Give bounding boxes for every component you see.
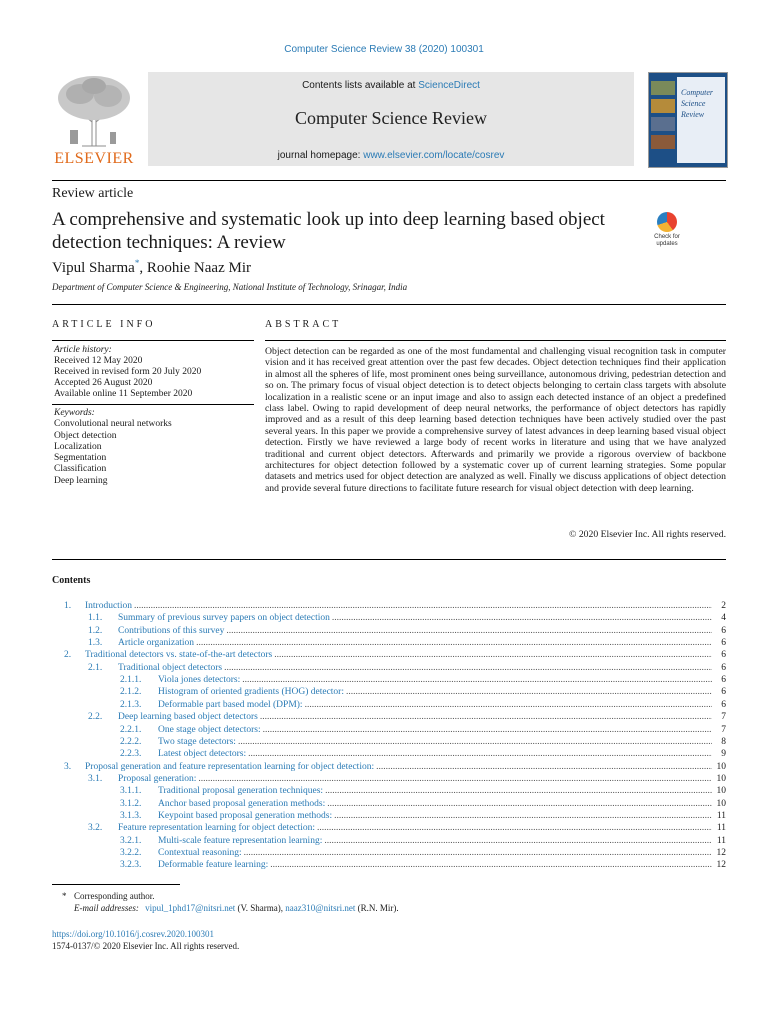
affiliation: Department of Computer Science & Engineering, National Institute of Technology, Srinagar, India xyxy=(52,282,408,292)
issn-copyright: 1574-0137/© 2020 Elsevier Inc. All rights reserved. xyxy=(52,941,240,951)
history-item: Received in revised form 20 July 2020 xyxy=(54,367,202,377)
toc-leader xyxy=(196,637,712,649)
toc-title[interactable]: Deep learning based object detectors xyxy=(118,712,258,723)
toc-number: 3.1. xyxy=(88,773,103,784)
toc-leader xyxy=(270,859,712,871)
toc-page-number: 2 xyxy=(721,601,726,611)
article-info-heading: ARTICLE INFO xyxy=(52,319,156,330)
toc-page-number: 10 xyxy=(716,798,726,809)
email-addresses xyxy=(52,902,726,914)
toc-number: 2.2.3. xyxy=(120,749,142,760)
section-rule xyxy=(52,304,726,305)
toc-number: 2.1.1. xyxy=(120,675,142,686)
toc-title[interactable]: Introduction xyxy=(85,601,132,611)
toc-number: 3. xyxy=(64,761,72,772)
toc-number: 1.3. xyxy=(88,638,103,649)
toc-page-number: 6 xyxy=(721,638,726,649)
toc-entry[interactable] xyxy=(52,822,726,834)
header-rule xyxy=(52,180,726,181)
toc-leader xyxy=(376,761,712,773)
email-label: E-mail addresses: xyxy=(74,903,139,913)
article-history xyxy=(54,345,254,400)
contents-availability xyxy=(148,80,634,91)
toc-leader xyxy=(334,810,712,822)
toc-page-number: 11 xyxy=(716,823,726,834)
paper-title: A comprehensive and systematic look up into deep learning based object detection techniques: A review xyxy=(52,209,605,253)
author-list xyxy=(52,258,251,277)
toc-entry[interactable] xyxy=(52,761,726,773)
toc-page-number: 6 xyxy=(721,687,726,698)
toc-leader xyxy=(327,798,712,810)
toc-entry[interactable] xyxy=(52,662,726,674)
keywords-heading: Keywords: xyxy=(54,408,95,418)
abstract-text: Object detection can be regarded as one of the most fundamental and challenging visual recognition task in computer vision and it has received great attention over the past few decades. Object detection techniques find their application in almost all the spheres of life, most prominent ones being surveillance, autonomous driving, pedestrian detection and so on. The primary focus of visual object detection is to detect objects belonging to certain class targets with absolute localization in a realistic scene or an input image and also to assign each detected instance of an object a predefined class label. Owing to rapid development of deep neural networks, the performance of object detectors has rapidly improved and as a result of this deep learning based detection techniques have been actively studied over the past several years. In this paper we provide a comprehensive survey of latest advances in deep learning based visual object detection. Firstly we have reviewed a large body of recent works in literature and using that we have analyzed traditional and current object detectors. Afterwards and primarily we provide a rigorous overview of backbone architectures for object detection followed by a systematic cover up of current learning strategies. Some popular datasets and metrics used for object detection are analyzed as well. Finally we discuss applications of object detection and provide several future directions to facilitate future research for visual object detection with deep learning. xyxy=(265,346,726,494)
toc-title[interactable]: Traditional object detectors xyxy=(118,662,223,673)
journal-cover-thumbnail[interactable] xyxy=(648,72,728,168)
toc-title[interactable]: Proposal generation: xyxy=(118,773,197,784)
toc-page-number: 9 xyxy=(721,749,726,760)
footnote-rule xyxy=(52,884,180,885)
toc-title[interactable]: Traditional proposal generation techniques: xyxy=(158,786,324,797)
author-name: Roohie Naaz Mir xyxy=(146,260,251,276)
toc-number: 3.2. xyxy=(88,823,103,834)
sciencedirect-link[interactable]: ScienceDirect xyxy=(418,80,480,91)
journal-homepage xyxy=(148,150,634,161)
toc-page-number: 10 xyxy=(716,773,726,784)
toc-title[interactable]: Article organization xyxy=(118,638,195,649)
cover-image-strip xyxy=(651,135,675,149)
toc-number: 3.1.2. xyxy=(120,798,142,809)
toc-entry[interactable] xyxy=(52,835,726,847)
toc-page-number: 10 xyxy=(716,786,726,797)
toc-leader xyxy=(244,847,712,859)
toc-title[interactable]: Two stage detectors: xyxy=(158,736,236,747)
toc-number: 2.1.3. xyxy=(120,699,142,710)
history-item: Received 12 May 2020 xyxy=(54,356,143,366)
contents-prefix: Contents lists available at xyxy=(302,80,419,91)
cover-image-strip xyxy=(651,81,675,95)
journal-title: Computer Science Review xyxy=(295,108,487,128)
toc-title[interactable]: Deformable feature learning: xyxy=(158,860,269,871)
abstract-copyright: © 2020 Elsevier Inc. All rights reserved. xyxy=(569,529,726,540)
toc-page-number: 8 xyxy=(721,736,726,747)
toc-entry[interactable] xyxy=(52,711,726,723)
toc-entry[interactable] xyxy=(52,748,726,760)
toc-page-number: 12 xyxy=(716,860,726,871)
toc-title[interactable]: Contributions of this survey xyxy=(118,625,225,636)
toc-entry[interactable] xyxy=(52,798,726,810)
keyword: Deep learning xyxy=(54,475,108,486)
toc-leader xyxy=(248,748,712,760)
toc-entry[interactable] xyxy=(52,736,726,748)
toc-entry[interactable] xyxy=(52,773,726,785)
email-link[interactable]: naaz310@nitsri.net xyxy=(285,903,356,913)
toc-page-number: 10 xyxy=(716,761,726,772)
toc-leader xyxy=(346,686,712,698)
toc-entry[interactable] xyxy=(52,637,726,649)
footer-info xyxy=(52,928,239,952)
toc-leader xyxy=(238,736,712,748)
toc-title[interactable]: Histogram of oriented gradients (HOG) detector: xyxy=(158,687,344,698)
contents-heading: Contents xyxy=(52,575,91,586)
toc-title[interactable]: Deformable part based model (DPM): xyxy=(158,699,303,710)
homepage-link[interactable]: www.elsevier.com/locate/cosrev xyxy=(363,150,505,161)
keyword: Convolutional neural networks xyxy=(54,419,172,430)
history-item: Available online 11 September 2020 xyxy=(54,389,193,399)
toc-leader xyxy=(305,699,712,711)
toc-entry[interactable] xyxy=(52,810,726,822)
cover-title: Computer Science Review xyxy=(681,88,713,119)
toc-entry[interactable] xyxy=(52,785,726,797)
toc-title[interactable]: Feature representation learning for object detection: xyxy=(118,823,316,834)
toc-leader xyxy=(242,674,712,686)
toc-entry[interactable] xyxy=(52,612,726,624)
toc-entry[interactable] xyxy=(52,625,726,637)
toc-leader xyxy=(325,785,712,797)
email-owner: (R.N. Mir). xyxy=(357,903,399,913)
toc-leader xyxy=(224,662,712,674)
toc-title[interactable]: Summary of previous survey papers on object detection xyxy=(118,613,330,624)
toc-leader xyxy=(324,835,712,847)
corresponding-label: Corresponding author. xyxy=(74,891,155,901)
toc-entry[interactable] xyxy=(52,847,726,859)
toc-title[interactable]: One stage object detectors: xyxy=(158,724,261,735)
publisher-name: ELSEVIER xyxy=(54,150,134,167)
toc-leader xyxy=(260,711,712,723)
article-history-heading: Article history: xyxy=(54,345,112,355)
homepage-prefix: journal homepage: xyxy=(277,150,364,161)
toc-number: 2.2.2. xyxy=(120,736,142,747)
tree-logo-icon xyxy=(52,72,136,148)
toc-entry[interactable] xyxy=(52,859,726,871)
article-type: Review article xyxy=(52,186,134,201)
toc-leader xyxy=(198,773,712,785)
keyword: Localization xyxy=(54,441,102,452)
toc-title[interactable]: Anchor based proposal generation methods: xyxy=(158,798,326,809)
toc-page-number: 6 xyxy=(721,625,726,636)
toc-number: 2.1.2. xyxy=(120,687,142,698)
toc-number: 2.1. xyxy=(88,662,103,673)
toc-number: 1.2. xyxy=(88,625,103,636)
toc-title[interactable]: Multi-scale feature representation learning: xyxy=(158,835,323,846)
author-name: Vipul Sharma xyxy=(52,260,135,276)
toc-number: 3.2.1. xyxy=(120,835,142,846)
crossmark-icon xyxy=(657,212,677,232)
toc-entry[interactable] xyxy=(52,699,726,711)
check-for-updates-button[interactable] xyxy=(648,210,686,252)
toc-title[interactable]: Traditional detectors vs. state-of-the-art detectors xyxy=(85,650,273,661)
toc-page-number: 6 xyxy=(721,699,726,710)
toc-entry[interactable] xyxy=(52,724,726,736)
article-info-rule xyxy=(52,404,254,405)
toc-number: 2. xyxy=(64,650,72,661)
footnote xyxy=(52,890,726,914)
toc-title[interactable]: Proposal generation and feature representation learning for object detection: xyxy=(85,761,375,772)
toc-number: 3.1.3. xyxy=(120,810,142,821)
keyword: Object detection xyxy=(54,430,117,441)
journal-reference[interactable]: Computer Science Review 38 (2020) 100301 xyxy=(284,44,484,55)
keywords xyxy=(54,408,254,487)
toc-page-number: 4 xyxy=(721,613,726,624)
toc-leader xyxy=(226,625,712,637)
toc-entry[interactable] xyxy=(52,600,726,612)
toc-page-number: 6 xyxy=(721,650,726,661)
toc-leader xyxy=(134,600,712,612)
toc-page-number: 11 xyxy=(716,810,726,821)
check-updates-label: Check for updates xyxy=(654,234,680,247)
toc-number: 3.2.2. xyxy=(120,848,142,858)
toc-leader xyxy=(263,724,712,736)
doi-link[interactable]: https://doi.org/10.1016/j.cosrev.2020.100301 xyxy=(52,929,214,939)
email-link[interactable]: vipul_1phd17@nitsri.net xyxy=(145,903,236,913)
section-rule xyxy=(52,559,726,560)
keyword: Classification xyxy=(54,464,107,475)
keyword: Segmentation xyxy=(54,453,107,464)
toc-number: 3.2.3. xyxy=(120,860,142,871)
toc-number: 1. xyxy=(64,601,72,611)
toc-entry[interactable] xyxy=(52,674,726,686)
corresponding-author-mark[interactable]: * xyxy=(134,258,140,268)
toc-title[interactable]: Contextual reasoning: xyxy=(158,848,242,858)
elsevier-logo[interactable] xyxy=(52,72,136,168)
toc-page-number: 7 xyxy=(721,712,726,723)
corresponding-author-note xyxy=(52,890,726,902)
cover-image-strip xyxy=(651,117,675,131)
toc-number: 3.1.1. xyxy=(120,786,142,797)
toc-leader xyxy=(274,649,712,661)
abstract-heading: ABSTRACT xyxy=(265,319,342,330)
toc-entry[interactable] xyxy=(52,649,726,661)
email-owner: (V. Sharma), xyxy=(237,903,284,913)
toc-entry[interactable] xyxy=(52,686,726,698)
abstract-rule xyxy=(265,340,726,341)
history-item: Accepted 26 August 2020 xyxy=(54,378,153,388)
toc-title[interactable]: Latest object detectors: xyxy=(158,749,247,760)
toc-title[interactable]: Viola jones detectors: xyxy=(158,675,241,686)
toc-leader xyxy=(317,822,712,834)
toc-page-number: 6 xyxy=(721,675,726,686)
toc-number: 2.2. xyxy=(88,712,103,723)
toc-number: 1.1. xyxy=(88,613,103,624)
toc-page-number: 12 xyxy=(716,848,726,858)
toc-title[interactable]: Keypoint based proposal generation methods: xyxy=(158,810,333,821)
toc-number: 2.2.1. xyxy=(120,724,142,735)
author-separator: , xyxy=(139,260,147,276)
toc-page-number: 6 xyxy=(721,662,726,673)
footnote-mark: * xyxy=(62,891,67,901)
toc-page-number: 11 xyxy=(716,835,726,846)
journal-masthead xyxy=(148,72,634,166)
cover-image-strip xyxy=(651,99,675,113)
toc-leader xyxy=(332,612,712,624)
article-info-rule xyxy=(52,340,254,341)
toc-page-number: 7 xyxy=(721,724,726,735)
